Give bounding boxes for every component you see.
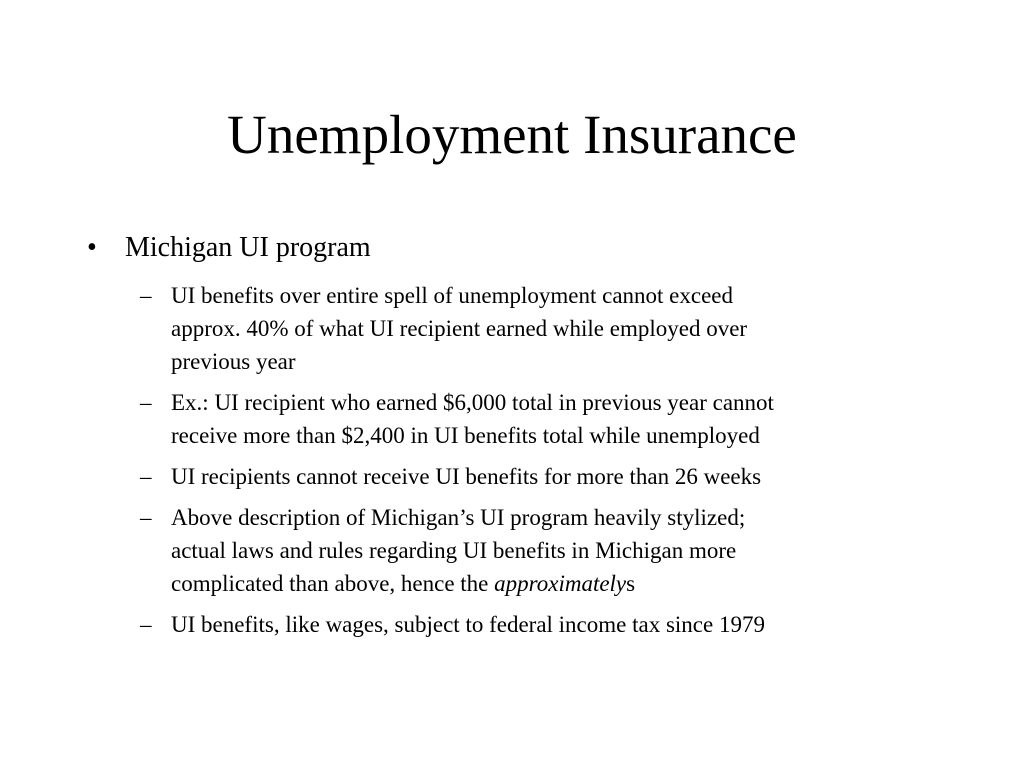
bullet-text: Michigan UI program — [125, 232, 371, 263]
sub-bullet-line: UI benefits, like wages, subject to federal income tax since 1979 — [171, 612, 765, 637]
dash-marker: – — [140, 283, 152, 308]
line-suffix: s — [626, 571, 636, 596]
dash-marker: – — [140, 464, 152, 489]
sub-bullet-list — [140, 279, 940, 649]
sub-bullet-line: previous year — [171, 349, 296, 374]
sub-bullet-item — [140, 386, 940, 452]
sub-bullet-line — [171, 567, 940, 600]
sub-bullet-item — [140, 460, 940, 493]
dash-marker: – — [140, 505, 152, 530]
sub-bullet-line: UI recipients cannot receive UI benefits for more than 26 weeks — [171, 464, 762, 489]
sub-bullet-item — [140, 501, 940, 600]
sub-bullet-item — [140, 279, 940, 378]
sub-bullet-line: receive more than $2,400 in UI benefits total while unemployed — [171, 423, 760, 448]
bullet-marker: • — [87, 232, 97, 263]
sub-bullet-line: actual laws and rules regarding UI benefits in Michigan more — [171, 538, 737, 563]
dash-marker: – — [140, 390, 152, 415]
dash-marker: – — [140, 612, 152, 637]
slide-title: Unemployment Insurance — [227, 104, 797, 165]
sub-bullet-line: approx. 40% of what UI recipient earned while employed over — [171, 316, 748, 341]
italic-word: approximately — [494, 571, 627, 596]
line-prefix: complicated than above, hence the — [171, 571, 495, 596]
sub-bullet-line: UI benefits over entire spell of unemployment cannot exceed — [171, 283, 734, 308]
sub-bullet-item — [140, 608, 940, 641]
sub-bullet-line: Ex.: UI recipient who earned $6,000 total in previous year cannot — [171, 390, 774, 415]
sub-bullet-line: Above description of Michigan’s UI program heavily stylized; — [171, 505, 746, 530]
